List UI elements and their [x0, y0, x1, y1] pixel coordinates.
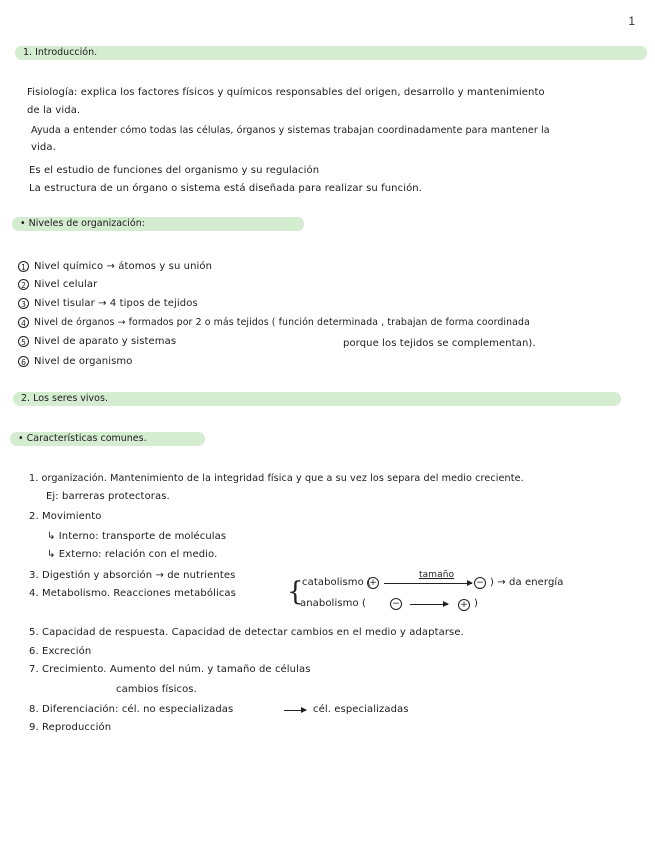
char-5: 5. Capacidad de respuesta. Capacidad de detectar cambios en el medio y adaptarse. — [29, 627, 464, 638]
level-5-continuation: porque los tejidos se complementan). — [343, 338, 536, 349]
char-7: 7. Crecimiento. Aumento del núm. y tamaño de células — [29, 664, 311, 675]
char-3: 3. Digestión y absorción → de nutrientes — [29, 570, 236, 581]
level-3-number: 3 — [18, 298, 29, 309]
catabolism-plus: + — [367, 577, 379, 589]
level-6: Nivel de organismo — [34, 356, 133, 367]
char-1: 1. organización. Mantenimiento de la integridad física y que a su vez los separa del medio creciente. — [29, 473, 524, 484]
char-6: 6. Excreción — [29, 646, 92, 657]
seres-heading-highlight — [13, 392, 621, 406]
intro-line-5: Es el estudio de funciones del organismo y su regulación — [29, 165, 320, 176]
level-4-number: 4 — [18, 317, 29, 328]
intro-heading: 1. Introducción. — [23, 47, 98, 58]
differentiation-arrow — [284, 710, 306, 711]
intro-line-4: vida. — [31, 142, 56, 153]
char-4: 4. Metabolismo. Reacciones metabólicas — [29, 588, 236, 599]
char-2: 2. Movimiento — [29, 511, 102, 522]
level-5: Nivel de aparato y sistemas — [34, 336, 177, 347]
level-3: Nivel tisular → 4 tipos de tejidos — [34, 298, 198, 309]
level-5-number: 5 — [18, 336, 29, 347]
caract-heading: • Características comunes. — [18, 433, 147, 444]
niveles-heading: • Niveles de organización: — [20, 218, 145, 229]
anabolism-minus: − — [390, 598, 402, 610]
char-8: 8. Diferenciación: cél. no especializadas — [29, 704, 234, 715]
intro-line-1: Fisiología: explica los factores físicos y químicos responsables del origen, desarrollo y mantenimiento — [27, 87, 545, 98]
anabolism-label: anabolismo ( — [300, 598, 366, 609]
level-1: Nivel químico → átomos y su unión — [34, 261, 213, 272]
anabolism-close: ) — [474, 598, 479, 609]
seres-heading: 2. Los seres vivos. — [21, 393, 108, 404]
level-2: Nivel celular — [34, 279, 98, 290]
char-7-note: cambios físicos. — [116, 684, 197, 695]
catabolism-minus: − — [474, 577, 486, 589]
intro-line-6: La estructura de un órgano o sistema está diseñada para realizar su función. — [29, 183, 423, 194]
page-number: 1 — [628, 14, 635, 28]
catabolism-label: catabolismo ( — [302, 577, 372, 588]
level-6-number: 6 — [18, 356, 29, 367]
level-2-number: 2 — [18, 279, 29, 290]
char-2-external: ↳ Externo: relación con el medio. — [47, 549, 218, 560]
intro-line-2: de la vida. — [27, 105, 81, 116]
anabolism-plus: + — [458, 599, 470, 611]
char-1-example: Ej: barreras protectoras. — [46, 491, 170, 502]
char-2-internal: ↳ Interno: transporte de moléculas — [47, 531, 227, 542]
intro-heading-highlight — [15, 46, 647, 60]
intro-line-3: Ayuda a entender cómo todas las células, órganos y sistemas trabajan coordinadamente para mantener la — [31, 125, 550, 136]
catabolism-result: ) → da energía — [490, 577, 564, 588]
catabolism-arrow-label: tamaño — [419, 570, 455, 580]
char-8-result: cél. especializadas — [313, 704, 409, 715]
caract-heading-highlight — [10, 432, 205, 446]
metabolism-brace: { — [287, 577, 304, 607]
niveles-heading-highlight — [12, 217, 304, 231]
level-4: Nivel de órganos → formados por 2 o más tejidos ( función determinada , trabajan de forma coordinada — [34, 317, 530, 328]
anabolism-arrow — [410, 604, 448, 605]
char-9: 9. Reproducción — [29, 722, 112, 733]
catabolism-arrow — [384, 583, 472, 584]
level-1-number: 1 — [18, 261, 29, 272]
